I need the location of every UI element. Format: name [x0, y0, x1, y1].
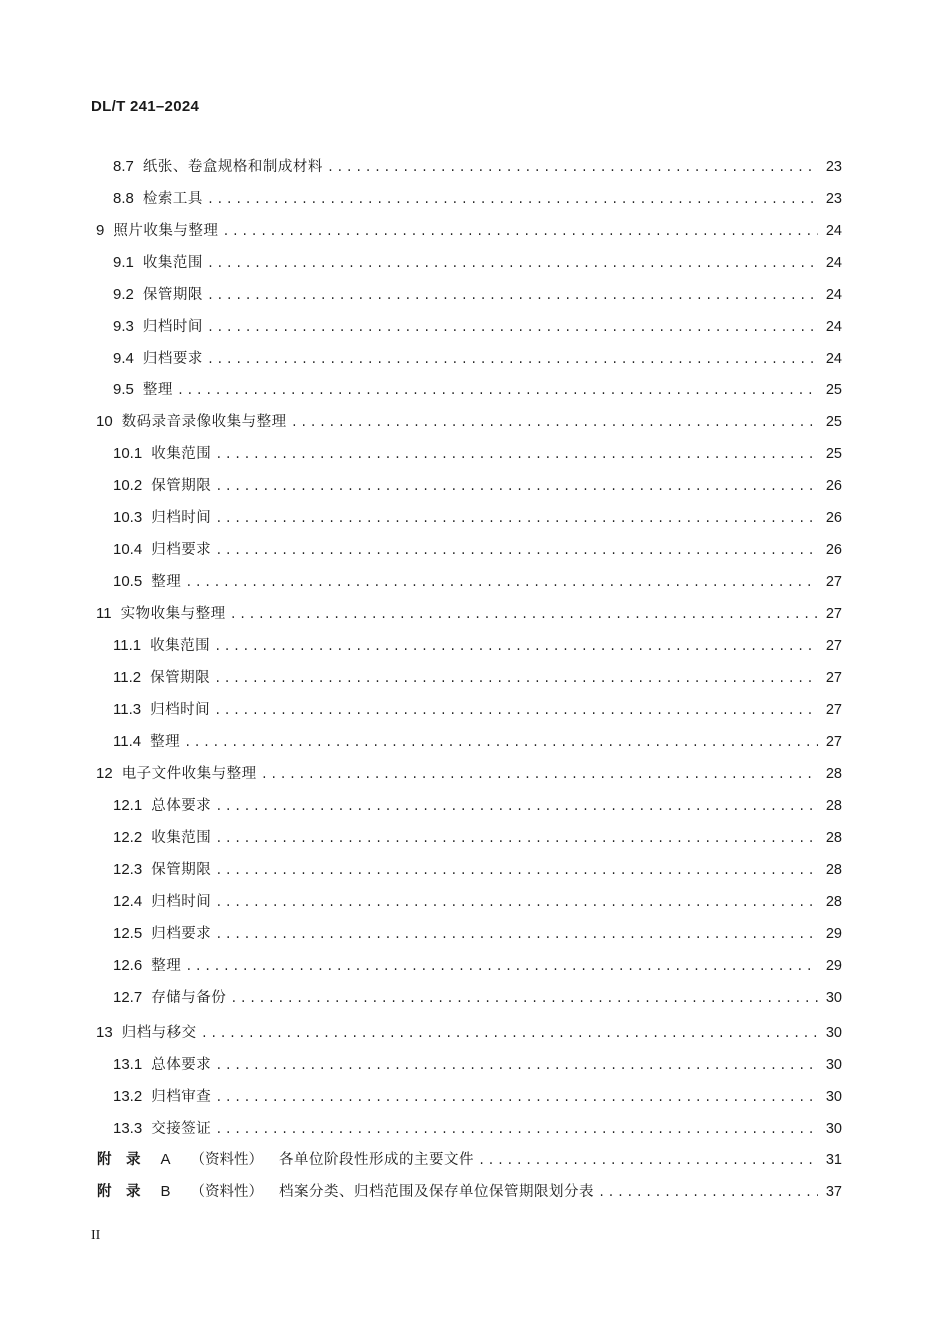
toc-entry-title: 收集范围 [151, 446, 212, 462]
toc-entry[interactable] [113, 860, 842, 881]
toc-entry-title: 电子文件收集与整理 [121, 766, 257, 782]
toc-entry[interactable] [113, 572, 842, 593]
toc-entry-page: 28 [825, 862, 842, 878]
toc-entry-number: 8.8 [113, 190, 134, 207]
toc-entry-number: 12.7 [113, 989, 143, 1006]
toc-entry[interactable] [113, 668, 842, 689]
toc-entry[interactable] [113, 988, 842, 1009]
toc-entry-page: 29 [825, 926, 842, 942]
appendix-entry[interactable] [97, 1150, 842, 1171]
toc-entry-number: 12.1 [113, 797, 143, 814]
appendix-type: （资料性） [190, 1184, 264, 1200]
appendix-label: 附 录 [97, 1152, 141, 1168]
toc-entry-page: 28 [825, 894, 842, 910]
toc-entry-page: 25 [825, 414, 842, 430]
toc-entry-title: 归档要求 [151, 926, 212, 942]
toc-entry-title: 整理 [151, 958, 182, 974]
dot-leader [261, 765, 818, 785]
toc-entry[interactable] [113, 508, 842, 529]
dot-leader [177, 381, 818, 401]
toc-entry[interactable] [113, 732, 842, 753]
toc-entry-title: 收集范围 [151, 830, 212, 846]
appendix-title: 各单位阶段性形成的主要文件 [279, 1152, 475, 1168]
toc-entry-title: 纸张、卷盒规格和制成材料 [142, 159, 323, 175]
appendix-title: 档案分类、归档范围及保存单位保管期限划分表 [279, 1184, 595, 1200]
toc-entry-number: 13 [96, 1024, 113, 1041]
toc-entry-title: 整理 [150, 734, 181, 750]
toc-entry-number: 11.2 [113, 669, 142, 686]
toc-entry[interactable] [113, 189, 842, 210]
toc-entry[interactable] [113, 285, 842, 306]
dot-leader [185, 573, 818, 593]
toc-entry-number: 10.4 [113, 541, 143, 558]
toc-entry-page: 26 [825, 542, 842, 558]
toc-entry-number: 8.7 [113, 158, 134, 175]
toc-entry-title: 数码录音录像收集与整理 [121, 414, 287, 430]
toc-entry-number: 12 [96, 765, 113, 782]
toc-entry-page: 27 [825, 734, 842, 750]
toc-entry-title: 检索工具 [142, 191, 203, 207]
toc-entry-number: 9 [96, 222, 105, 239]
toc-entry-page: 30 [825, 990, 842, 1006]
toc-entry-number: 13.1 [113, 1056, 143, 1073]
toc-entry-page: 28 [825, 798, 842, 814]
toc-entry[interactable] [113, 540, 842, 561]
dot-leader [184, 733, 818, 753]
toc-entry-page: 30 [825, 1121, 842, 1137]
toc-entry[interactable] [113, 349, 842, 370]
toc-entry[interactable] [113, 380, 842, 401]
toc-entry-page: 23 [825, 159, 842, 175]
dot-leader [215, 509, 818, 529]
dot-leader [207, 190, 818, 210]
dot-leader [215, 1120, 818, 1140]
toc-entry-title: 保管期限 [150, 670, 211, 686]
toc-entry[interactable] [113, 317, 842, 338]
dot-leader [207, 318, 818, 338]
toc-entry-number: 10.1 [113, 445, 143, 462]
page-number-roman: II [91, 1228, 101, 1243]
toc-entry-number: 12.4 [113, 893, 143, 910]
toc-entry[interactable] [113, 157, 842, 178]
dot-leader [214, 637, 818, 657]
toc-entry-title: 归档要求 [142, 351, 203, 367]
toc-entry-title: 实物收集与整理 [120, 606, 226, 622]
toc-entry[interactable] [96, 412, 842, 433]
toc-entry-number: 13.2 [113, 1088, 143, 1105]
toc-entry-page: 24 [825, 351, 842, 367]
dot-leader [214, 669, 818, 689]
toc-entry[interactable] [113, 796, 842, 817]
dot-leader [215, 893, 818, 913]
toc-entry-title: 归档审查 [151, 1089, 212, 1105]
toc-entry-title: 交接签证 [151, 1121, 212, 1137]
dot-leader [327, 158, 818, 178]
toc-entry-number: 10.2 [113, 477, 143, 494]
toc-entry-number: 11.3 [113, 701, 142, 718]
toc-entry-number: 9.4 [113, 350, 134, 367]
dot-leader [230, 605, 818, 625]
dot-leader [222, 222, 818, 242]
toc-entry-number: 10 [96, 413, 113, 430]
toc-entry-number: 10.3 [113, 509, 143, 526]
toc-entry-page: 23 [825, 191, 842, 207]
toc-entry-title: 存储与备份 [151, 990, 227, 1006]
toc-entry-number: 12.5 [113, 925, 143, 942]
document-code: DL/T 241–2024 [91, 98, 200, 115]
toc-entry-number: 12.2 [113, 829, 143, 846]
toc-entry-title: 归档时间 [151, 894, 212, 910]
toc-entry-title: 保管期限 [151, 478, 212, 494]
toc-entry-page: 27 [825, 638, 842, 654]
toc-entry-page: 24 [825, 287, 842, 303]
dot-leader [215, 477, 818, 497]
toc-entry-page: 25 [825, 382, 842, 398]
toc-entry[interactable] [113, 828, 842, 849]
dot-leader [215, 541, 818, 561]
appendix-page: 31 [825, 1152, 842, 1168]
appendix-entry[interactable] [97, 1182, 842, 1203]
dot-leader [478, 1151, 818, 1171]
toc-entry[interactable] [113, 476, 842, 497]
toc-entry-title: 总体要求 [151, 1057, 212, 1073]
toc-entry-title: 归档要求 [151, 542, 212, 558]
toc-entry-title: 保管期限 [151, 862, 212, 878]
toc-entry-number: 9.3 [113, 318, 134, 335]
toc-entry-page: 30 [825, 1025, 842, 1041]
toc-entry-title: 归档与移交 [121, 1025, 197, 1041]
toc-entry-page: 24 [825, 255, 842, 271]
toc-entry-title: 整理 [142, 382, 173, 398]
dot-leader [201, 1024, 818, 1044]
dot-leader [215, 861, 818, 881]
toc-entry[interactable] [113, 892, 842, 913]
toc-entry[interactable] [113, 700, 842, 721]
appendix-type: （资料性） [190, 1152, 264, 1168]
toc-entry-page: 26 [825, 478, 842, 494]
toc-entry-page: 26 [825, 510, 842, 526]
toc-entry-title: 收集范围 [150, 638, 211, 654]
toc-entry[interactable] [113, 636, 842, 657]
dot-leader [215, 797, 818, 817]
dot-leader [598, 1183, 818, 1203]
toc-entry-page: 24 [825, 319, 842, 335]
toc-entry[interactable] [96, 221, 842, 242]
toc-entry[interactable] [113, 1055, 842, 1076]
toc-entry-number: 11.4 [113, 733, 142, 750]
toc-entry-title: 保管期限 [142, 287, 203, 303]
toc-entry-title: 归档时间 [150, 702, 211, 718]
toc-entry[interactable] [113, 1119, 842, 1140]
toc-entry-title: 整理 [151, 574, 182, 590]
toc-entry-page: 27 [825, 574, 842, 590]
toc-entry[interactable] [113, 444, 842, 465]
toc-entry-page: 27 [825, 670, 842, 686]
dot-leader [214, 701, 818, 721]
toc-entry[interactable] [113, 924, 842, 945]
dot-leader [207, 254, 818, 274]
appendix-letter: B [160, 1183, 171, 1200]
dot-leader [215, 1088, 818, 1108]
appendix-page: 37 [825, 1184, 842, 1200]
toc-entry[interactable] [96, 764, 842, 785]
dot-leader [215, 829, 818, 849]
dot-leader [291, 413, 818, 433]
appendix-letter: A [160, 1151, 171, 1168]
toc-entry-page: 30 [825, 1057, 842, 1073]
dot-leader [207, 286, 818, 306]
toc-entry[interactable] [113, 253, 842, 274]
toc-entry-page: 28 [825, 830, 842, 846]
toc-entry-title: 归档时间 [151, 510, 212, 526]
appendix-label: 附 录 [97, 1184, 141, 1200]
toc-entry-number: 9.5 [113, 381, 134, 398]
toc-entry-number: 9.2 [113, 286, 134, 303]
toc-entry-number: 13.3 [113, 1120, 143, 1137]
toc-entry-page: 25 [825, 446, 842, 462]
dot-leader [215, 1056, 818, 1076]
dot-leader [230, 989, 818, 1009]
toc-entry-page: 29 [825, 958, 842, 974]
toc-entry[interactable] [113, 1087, 842, 1108]
toc-entry-number: 12.3 [113, 861, 143, 878]
toc-entry-page: 24 [825, 223, 842, 239]
toc-entry-title: 照片收集与整理 [113, 223, 219, 239]
toc-entry-title: 归档时间 [142, 319, 203, 335]
toc-entry-number: 11 [96, 605, 112, 622]
toc-entry-title: 总体要求 [151, 798, 212, 814]
toc-entry[interactable] [96, 1023, 842, 1044]
toc-entry-number: 9.1 [113, 254, 134, 271]
toc-entry-number: 12.6 [113, 957, 143, 974]
dot-leader [185, 957, 818, 977]
toc-entry[interactable] [96, 604, 842, 625]
toc-entry-number: 10.5 [113, 573, 143, 590]
toc-entry-page: 28 [825, 766, 842, 782]
toc-entry-number: 11.1 [113, 637, 142, 654]
toc-entry-page: 27 [825, 702, 842, 718]
toc-entry-title: 收集范围 [142, 255, 203, 271]
dot-leader [215, 445, 818, 465]
toc-entry-page: 30 [825, 1089, 842, 1105]
dot-leader [207, 350, 818, 370]
dot-leader [215, 925, 818, 945]
toc-entry[interactable] [113, 956, 842, 977]
toc-entry-page: 27 [825, 606, 842, 622]
